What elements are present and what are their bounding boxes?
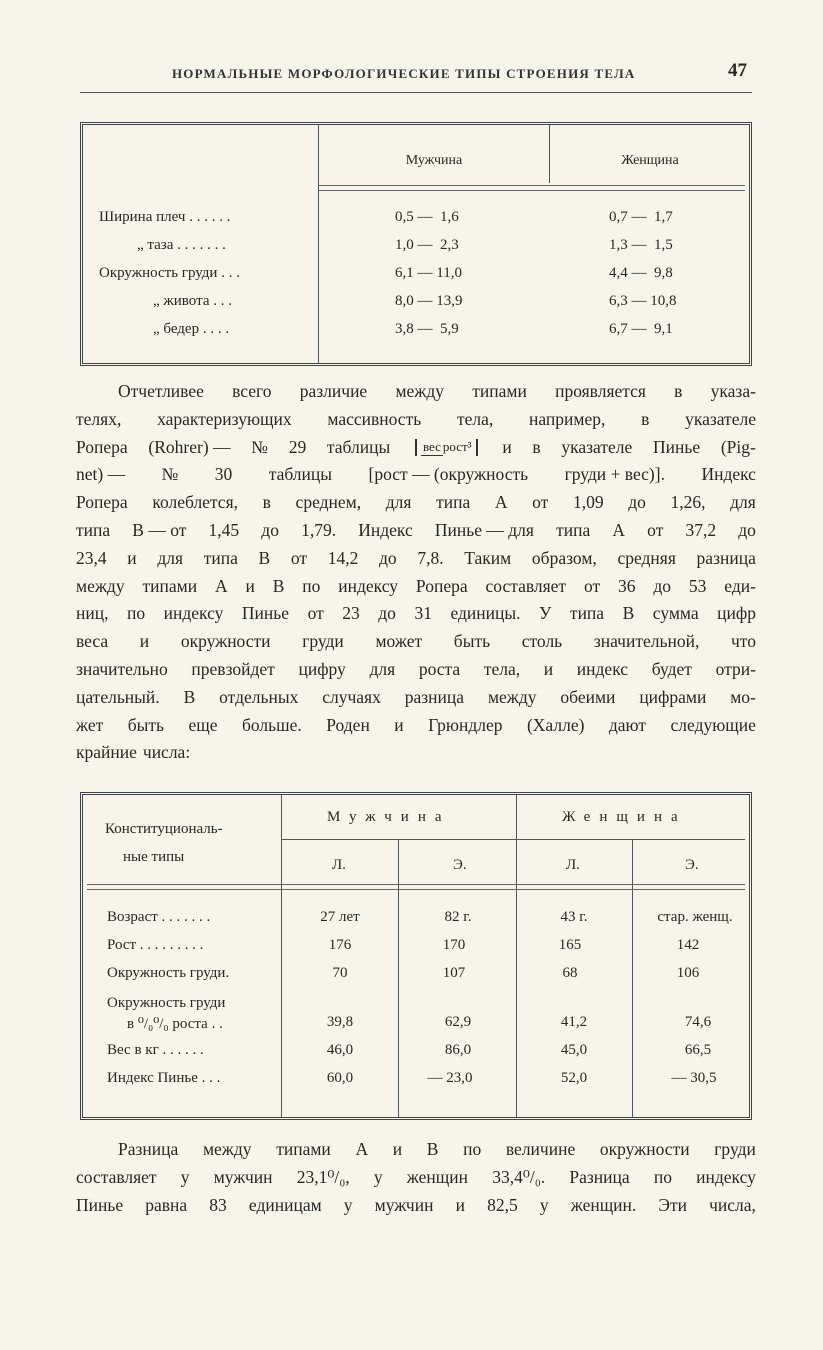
word: груди bbox=[302, 631, 344, 652]
column-divider bbox=[281, 795, 282, 1117]
word: величине bbox=[505, 1139, 576, 1159]
word: 7,8. bbox=[417, 547, 444, 568]
word: что bbox=[730, 631, 756, 652]
word: и bbox=[245, 575, 255, 596]
word: [рост — (окружность bbox=[368, 464, 529, 485]
text-line bbox=[76, 517, 756, 545]
word: по bbox=[653, 1166, 672, 1187]
cell: 86,0 bbox=[444, 1042, 472, 1058]
word: у bbox=[343, 1194, 353, 1215]
word: следующие bbox=[670, 714, 756, 735]
word: таблицы bbox=[326, 436, 391, 457]
word: между bbox=[395, 381, 445, 401]
word: ниц, bbox=[76, 603, 109, 624]
stub-header-line: ные типы bbox=[123, 849, 185, 865]
word: от bbox=[583, 575, 601, 596]
word: быть bbox=[453, 631, 491, 652]
header-double-rule bbox=[87, 884, 745, 890]
word: телях, bbox=[76, 408, 122, 429]
word: № bbox=[161, 464, 179, 485]
body-paragraph bbox=[76, 378, 756, 767]
cell: 39,8 bbox=[326, 1014, 354, 1030]
row-label: Окружность груди. bbox=[107, 965, 230, 981]
word: до bbox=[653, 575, 672, 596]
cell: 46,0 bbox=[326, 1042, 354, 1058]
word: женщин. bbox=[570, 1194, 637, 1215]
word: 30 bbox=[214, 464, 233, 485]
text-line bbox=[76, 1164, 756, 1192]
subcolumn-header: Э. bbox=[685, 857, 699, 873]
word: до bbox=[379, 547, 397, 568]
word: указателе bbox=[685, 408, 756, 429]
word: от bbox=[290, 547, 308, 568]
word: 23,4 bbox=[76, 547, 107, 568]
word: составляет bbox=[76, 1166, 157, 1187]
word: по bbox=[127, 603, 146, 624]
word: А bbox=[214, 575, 228, 596]
word: № bbox=[251, 436, 268, 457]
page-number: 47 bbox=[728, 60, 747, 81]
word: дают bbox=[608, 714, 647, 735]
word: тела, bbox=[456, 408, 494, 429]
fraction-numerator: вес bbox=[422, 438, 441, 454]
cell: 60,0 bbox=[326, 1070, 354, 1086]
word: в bbox=[262, 492, 271, 513]
word: (Pig- bbox=[720, 436, 756, 457]
word: 23 bbox=[342, 603, 360, 624]
word: для bbox=[369, 658, 396, 679]
word: Пинье bbox=[76, 1194, 124, 1215]
running-title: НОРМАЛЬНЫЕ МОРФОЛОГИЧЕСКИЕ ТИПЫ СТРОЕНИЯ ТЕЛА bbox=[172, 66, 636, 81]
cell: 176 bbox=[328, 937, 352, 953]
word: всего bbox=[232, 381, 272, 401]
word: образом, bbox=[531, 547, 597, 568]
row-label: Рост . . . . . . . . . bbox=[107, 937, 204, 953]
table-extreme-values bbox=[80, 792, 752, 1120]
word: между bbox=[487, 686, 537, 707]
word: У bbox=[539, 603, 552, 624]
word: до bbox=[261, 519, 279, 540]
text-line bbox=[76, 712, 756, 740]
word: проявляется bbox=[555, 381, 646, 401]
row-label: Окружность груди . . . bbox=[99, 265, 240, 281]
word: средняя bbox=[617, 547, 676, 568]
word: Разница bbox=[118, 1139, 179, 1159]
word: типа bbox=[76, 519, 111, 540]
word: цифр bbox=[717, 603, 756, 624]
stub-header-line: Конституциональ- bbox=[105, 821, 223, 837]
cell: 170 bbox=[442, 937, 466, 953]
word: и bbox=[127, 547, 137, 568]
cell: 107 bbox=[442, 965, 466, 981]
column-header-female: Женщина bbox=[621, 153, 679, 168]
word: В — от bbox=[132, 519, 187, 540]
word: числа: bbox=[142, 742, 191, 763]
text-line bbox=[76, 739, 756, 767]
word: Разница bbox=[569, 1166, 630, 1187]
cell-female: 4,4 — 9,8 bbox=[609, 265, 673, 281]
word: роста bbox=[418, 658, 461, 679]
word: Индекс bbox=[701, 464, 756, 485]
word: единицы. bbox=[450, 603, 521, 624]
group-header-male: Мужчина bbox=[327, 809, 451, 825]
row-label: Индекс Пинье . . . bbox=[107, 1070, 221, 1086]
column-header-male: Мужчина bbox=[405, 153, 463, 168]
word: таблицы bbox=[268, 464, 333, 485]
text-line bbox=[76, 461, 756, 489]
group-header-female: Женщина bbox=[562, 809, 687, 825]
word: превзойдет bbox=[191, 658, 275, 679]
word: различие bbox=[299, 381, 368, 401]
word: Ропера bbox=[415, 575, 468, 596]
word: индекс bbox=[576, 658, 629, 679]
column-divider bbox=[398, 839, 399, 1117]
word: цифрами bbox=[639, 686, 707, 707]
word: между bbox=[202, 1139, 252, 1159]
row-label: Ширина плеч . . . . . . bbox=[99, 209, 231, 225]
word: например, bbox=[528, 408, 606, 429]
word: мужчин bbox=[213, 1166, 273, 1187]
word: Пинье — для bbox=[434, 519, 534, 540]
word: быть bbox=[127, 714, 165, 735]
word: в bbox=[532, 436, 541, 457]
word: А bbox=[355, 1139, 369, 1159]
word: индексу bbox=[163, 603, 224, 624]
word: жет bbox=[76, 714, 104, 735]
word: Отчетливее bbox=[118, 381, 204, 401]
column-divider bbox=[516, 795, 517, 1117]
word: и bbox=[502, 436, 512, 457]
word: Индекс bbox=[358, 519, 413, 540]
word: А bbox=[612, 519, 626, 540]
word: единицам bbox=[248, 1194, 322, 1215]
word: 37,2 bbox=[685, 519, 717, 540]
word: среднем, bbox=[295, 492, 362, 513]
column-divider bbox=[632, 839, 633, 1117]
word: сумма bbox=[652, 603, 699, 624]
text-line bbox=[76, 656, 756, 684]
word: тела, bbox=[483, 658, 521, 679]
word: Пинье bbox=[241, 603, 290, 624]
word: (Халле) bbox=[526, 714, 585, 735]
cell: 70 bbox=[332, 965, 348, 981]
word: между bbox=[76, 575, 125, 596]
word: 14,2 bbox=[327, 547, 359, 568]
cell: 165 bbox=[558, 937, 582, 953]
word: В bbox=[622, 603, 635, 624]
cell-female: 6,7 — 9,1 bbox=[609, 321, 673, 337]
word: груди bbox=[714, 1139, 756, 1159]
cell-male: 8,0 — 13,9 bbox=[395, 293, 463, 309]
fraction-formula bbox=[415, 439, 478, 456]
cell: 74,6 bbox=[684, 1014, 712, 1030]
word: у bbox=[373, 1166, 383, 1187]
cell-male: 1,0 — 2,3 bbox=[395, 237, 459, 253]
word: и bbox=[392, 1139, 403, 1159]
word: типа bbox=[569, 603, 605, 624]
word: числа, bbox=[709, 1194, 756, 1215]
word: Ропера bbox=[76, 436, 128, 457]
word: составляет bbox=[485, 575, 567, 596]
text-line bbox=[76, 545, 756, 573]
word: типа bbox=[556, 519, 591, 540]
word: для bbox=[385, 492, 412, 513]
word: у bbox=[180, 1166, 190, 1187]
word: в bbox=[641, 408, 650, 429]
word: индексу bbox=[338, 575, 399, 596]
cell: 66,5 bbox=[684, 1042, 712, 1058]
cell: 68 bbox=[562, 965, 578, 981]
row-label: „ бедер . . . . bbox=[153, 321, 230, 337]
word: 1,09 bbox=[572, 492, 604, 513]
row-label: „ таза . . . . . . . bbox=[137, 237, 226, 253]
word: еще bbox=[188, 714, 218, 735]
row-label: Возраст . . . . . . . bbox=[107, 909, 211, 925]
subcolumn-header: Л. bbox=[566, 857, 580, 873]
word: для bbox=[157, 547, 184, 568]
cell: 82 г. bbox=[444, 909, 472, 925]
text-line bbox=[76, 1136, 756, 1164]
cell: 41,2 bbox=[560, 1014, 588, 1030]
word: типа bbox=[436, 492, 471, 513]
word: случаях bbox=[322, 686, 381, 707]
word: больше. bbox=[242, 714, 302, 735]
word: по bbox=[463, 1139, 482, 1159]
word: указателе bbox=[561, 436, 633, 457]
word: от bbox=[647, 519, 664, 540]
text-line bbox=[76, 489, 756, 517]
word: типами bbox=[142, 575, 198, 596]
word: и bbox=[455, 1194, 465, 1215]
word: типами bbox=[472, 381, 527, 401]
word: до bbox=[378, 603, 396, 624]
word: груди + вес)]. bbox=[564, 464, 665, 485]
word: Таким bbox=[464, 547, 512, 568]
cell: 142 bbox=[676, 937, 700, 953]
word: и bbox=[543, 658, 554, 679]
word: столь bbox=[521, 631, 563, 652]
word: Роден bbox=[326, 714, 370, 735]
table-shoulder-pelvis-ranges bbox=[80, 122, 752, 366]
word: крайние bbox=[76, 742, 137, 763]
word: 1,45 bbox=[208, 519, 240, 540]
fraction-denominator: рост³ bbox=[442, 438, 472, 454]
word: типами bbox=[276, 1139, 331, 1159]
cell: — 30,5 bbox=[671, 1070, 717, 1086]
word: типа bbox=[203, 547, 238, 568]
word: разница bbox=[404, 686, 465, 707]
word: 33,4⁰/₀. bbox=[492, 1166, 546, 1187]
cell: 106 bbox=[676, 965, 700, 981]
word: 1,79. bbox=[301, 519, 337, 540]
word: характеризующих bbox=[157, 408, 292, 429]
word: указа- bbox=[710, 381, 756, 401]
subcolumn-header: Э. bbox=[453, 857, 467, 873]
text-line bbox=[76, 434, 756, 462]
header-rule bbox=[80, 92, 752, 93]
text-line bbox=[76, 628, 756, 656]
text-line bbox=[76, 573, 756, 601]
word: будет bbox=[651, 658, 692, 679]
text-line bbox=[76, 378, 756, 406]
word: В bbox=[258, 547, 271, 568]
word: от bbox=[532, 492, 549, 513]
word: мо- bbox=[730, 686, 756, 707]
word: от bbox=[307, 603, 324, 624]
cell-male: 3,8 — 5,9 bbox=[395, 321, 459, 337]
word: и bbox=[139, 631, 150, 652]
word: В bbox=[183, 686, 196, 707]
row-label: „ живота . . . bbox=[153, 293, 232, 309]
word: еди- bbox=[724, 575, 756, 596]
row-label: в ⁰/₀⁰/₀ роста . . bbox=[127, 1016, 223, 1032]
word: в bbox=[674, 381, 683, 401]
word: net) — bbox=[76, 464, 126, 485]
word: цательный. bbox=[76, 686, 160, 707]
word: индексу bbox=[696, 1166, 756, 1187]
word: окружности bbox=[599, 1139, 690, 1159]
word: отри- bbox=[715, 658, 756, 679]
word: для bbox=[730, 492, 756, 513]
word: цифру bbox=[298, 658, 346, 679]
word: 23,1⁰/₀, bbox=[296, 1166, 350, 1187]
word: окружности bbox=[180, 631, 271, 652]
cell: 43 г. bbox=[560, 909, 588, 925]
word: разница bbox=[696, 547, 756, 568]
cell: 62,9 bbox=[444, 1014, 472, 1030]
word: до bbox=[738, 519, 756, 540]
cell: 27 лет bbox=[320, 909, 360, 925]
header-double-rule bbox=[319, 185, 745, 191]
word: А bbox=[494, 492, 508, 513]
text-line bbox=[76, 406, 756, 434]
cell: 52,0 bbox=[560, 1070, 588, 1086]
cell: 45,0 bbox=[560, 1042, 588, 1058]
cell-female: 0,7 — 1,7 bbox=[609, 209, 673, 225]
word: по bbox=[302, 575, 321, 596]
word: мужчин bbox=[374, 1194, 434, 1215]
body-paragraph bbox=[76, 1136, 756, 1219]
word: 29 bbox=[288, 436, 307, 457]
word: женщин bbox=[406, 1166, 468, 1187]
word: (Rohrer) — bbox=[148, 436, 231, 457]
cell-female: 1,3 — 1,5 bbox=[609, 237, 673, 253]
word: и bbox=[394, 714, 404, 735]
subcolumn-header: Л. bbox=[332, 857, 346, 873]
word: до bbox=[628, 492, 646, 513]
word: 1,26, bbox=[670, 492, 706, 513]
word: веса bbox=[76, 631, 109, 652]
cell-male: 0,5 — 1,6 bbox=[395, 209, 459, 225]
word: значительной, bbox=[593, 631, 700, 652]
word: Грюндлер bbox=[428, 714, 503, 735]
word: может bbox=[375, 631, 423, 652]
word: 36 bbox=[618, 575, 636, 596]
word: Ропера bbox=[76, 492, 128, 513]
word: колеблется, bbox=[152, 492, 238, 513]
group-rule bbox=[282, 839, 745, 840]
word: у bbox=[539, 1194, 549, 1215]
word: обеими bbox=[560, 686, 616, 707]
word: Эти bbox=[658, 1194, 687, 1215]
row-label: Вес в кг . . . . . . bbox=[107, 1042, 204, 1058]
word: В bbox=[272, 575, 285, 596]
text-line bbox=[76, 1192, 756, 1220]
text-line bbox=[76, 684, 756, 712]
word: 53 bbox=[688, 575, 707, 596]
word: Пинье bbox=[653, 436, 701, 457]
word: массивность bbox=[327, 408, 422, 429]
word: 83 bbox=[209, 1194, 227, 1215]
word: 31 bbox=[414, 603, 432, 624]
word: отдельных bbox=[219, 686, 299, 707]
text-line bbox=[76, 600, 756, 628]
row-label: Окружность груди bbox=[107, 995, 226, 1011]
cell-female: 6,3 — 10,8 bbox=[609, 293, 677, 309]
cell-male: 6,1 — 11,0 bbox=[395, 265, 462, 281]
word: значительно bbox=[76, 658, 168, 679]
word: равна bbox=[145, 1194, 188, 1215]
word: 82,5 bbox=[487, 1194, 518, 1215]
cell: стар. женщ. bbox=[657, 909, 733, 925]
word: В bbox=[426, 1139, 439, 1159]
cell: — 23,0 bbox=[427, 1070, 473, 1086]
